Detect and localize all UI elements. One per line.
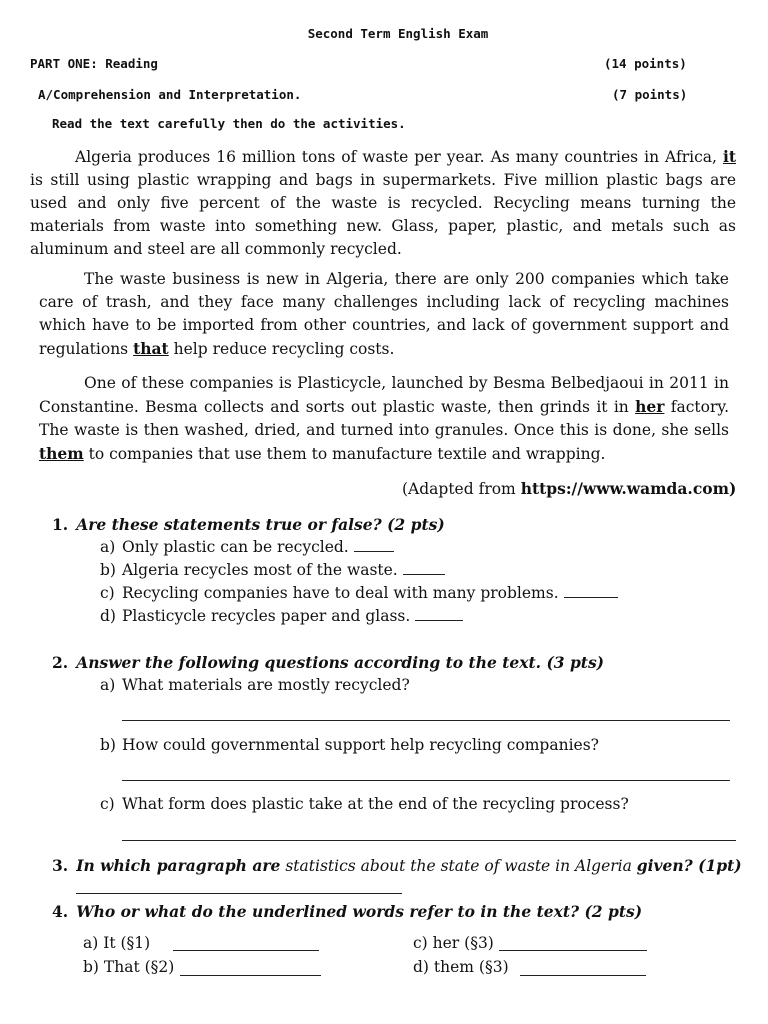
q2-item-a — [100, 674, 410, 697]
q4-ref-label: c) her (§3) — [413, 934, 494, 952]
q2-item-text: What form does plastic take at the end of the recycling process? — [122, 795, 629, 813]
answer-blank-ref-d[interactable] — [520, 975, 646, 976]
q1-item-label: c) — [100, 584, 115, 602]
q1-item-label: b) — [100, 561, 116, 579]
p3-text-b: factory. The waste is then washed, dried, and turned into granules. Once this is done, she sells — [39, 398, 729, 439]
q4-ref-d — [413, 958, 509, 976]
p2-text-a: The waste business is new in Algeria, there are only 200 companies which take care of trash, and they face many challenges including lack of recycling machines which have to be imported from other countries, and lack of government support and regulations — [39, 270, 729, 358]
question-2 — [52, 651, 604, 674]
q2-item-label: a) — [100, 676, 116, 694]
answer-blank-ref-c[interactable] — [499, 950, 647, 951]
q4-ref-label: d) them (§3) — [413, 958, 509, 976]
underlined-that: that — [133, 339, 169, 358]
q2-text: Answer the following questions according to the text. (3 pts) — [76, 653, 605, 672]
answer-blank-ref-b[interactable] — [180, 975, 321, 976]
p1-text-a: Algeria produces 16 million tons of waste per year. As many countries in Africa, — [75, 148, 723, 166]
q4-text: Who or what do the underlined words refer to in the text? (2 pts) — [76, 902, 643, 921]
answer-line-2a[interactable] — [122, 720, 730, 721]
q1-item-d — [100, 605, 463, 628]
q2-item-label: b) — [100, 736, 116, 754]
part-points: (14 points) — [604, 56, 687, 71]
q2-item-b — [100, 734, 599, 757]
exam-title: Second Term English Exam — [307, 26, 489, 41]
paragraph-3 — [39, 372, 729, 466]
q2-item-text: What materials are mostly recycled? — [122, 676, 410, 694]
q2-item-c — [100, 793, 629, 816]
q3-text-b: statistics about the state of waste in Algeria — [280, 857, 637, 875]
underlined-her: her — [635, 397, 665, 416]
p3-text-a: One of these companies is Plasticycle, launched by Besma Belbedjaoui in 2011 in Constantine. Besma collects and sorts out plastic waste, then grinds it in — [39, 374, 729, 416]
q4-ref-label: a) It (§1) — [83, 934, 151, 952]
q1-item-b — [100, 559, 445, 582]
question-3 — [52, 854, 742, 878]
answer-line-2b[interactable] — [122, 780, 730, 781]
q1-item-label: d) — [100, 607, 116, 625]
source-prefix: (Adapted from — [402, 480, 521, 498]
q3-text-a: In which paragraph are — [76, 856, 281, 875]
source-url: https://www.wamda.com) — [520, 479, 737, 498]
answer-blank[interactable] — [354, 537, 394, 552]
p1-text-b: is still using plastic wrapping and bags in supermarkets. Five million plastic bags are used and only five percent of the waste is recycled. Recycling means turning the materials from waste into something new. Glass, paper, plastic, and metals such as aluminum and steel are all commonly recycled. — [30, 171, 736, 258]
underlined-them: them — [39, 444, 84, 463]
q3-number: 3. — [52, 856, 69, 875]
q1-text: Are these statements true or false? (2 pts) — [76, 515, 445, 534]
q3-text-d: ? (1pt) — [683, 856, 742, 875]
q4-ref-a — [83, 934, 150, 952]
q1-item-text: Plasticycle recycles paper and glass. — [122, 607, 416, 625]
source-citation — [402, 477, 736, 501]
question-4 — [52, 900, 642, 923]
q4-ref-c — [413, 934, 494, 952]
q1-item-text: Recycling companies have to deal with many problems. — [122, 584, 564, 602]
underlined-it: it — [722, 147, 736, 166]
q1-item-a — [100, 536, 394, 559]
answer-line-3[interactable] — [76, 893, 402, 894]
answer-blank-ref-a[interactable] — [173, 950, 319, 951]
q2-item-label: c) — [100, 795, 115, 813]
q1-number: 1. — [52, 515, 69, 534]
q1-item-label: a) — [100, 538, 116, 556]
q1-item-c — [100, 582, 618, 605]
answer-line-2c[interactable] — [122, 840, 736, 841]
paragraph-1 — [30, 145, 736, 261]
q3-text-c: given — [636, 856, 684, 875]
answer-blank[interactable] — [564, 583, 618, 598]
p3-text-c: to companies that use them to manufacture textile and wrapping. — [83, 445, 606, 463]
p2-text-b: help reduce recycling costs. — [168, 340, 395, 358]
q1-item-text: Only plastic can be recycled. — [122, 538, 354, 556]
answer-blank[interactable] — [415, 606, 463, 621]
q1-item-text: Algeria recycles most of the waste. — [122, 561, 403, 579]
part-heading: PART ONE: Reading — [30, 56, 158, 71]
q4-ref-label: b) That (§2) — [83, 958, 175, 976]
section-points: (7 points) — [612, 87, 688, 102]
q4-ref-b — [83, 958, 174, 976]
answer-blank[interactable] — [403, 560, 445, 575]
q4-number: 4. — [52, 902, 69, 921]
paragraph-2 — [39, 268, 729, 361]
section-heading: A/Comprehension and Interpretation. — [38, 87, 302, 102]
question-1 — [52, 513, 445, 536]
q2-number: 2. — [52, 653, 69, 672]
q2-item-text: How could governmental support help recycling companies? — [122, 736, 599, 754]
instruction: Read the text carefully then do the activities. — [52, 116, 406, 131]
